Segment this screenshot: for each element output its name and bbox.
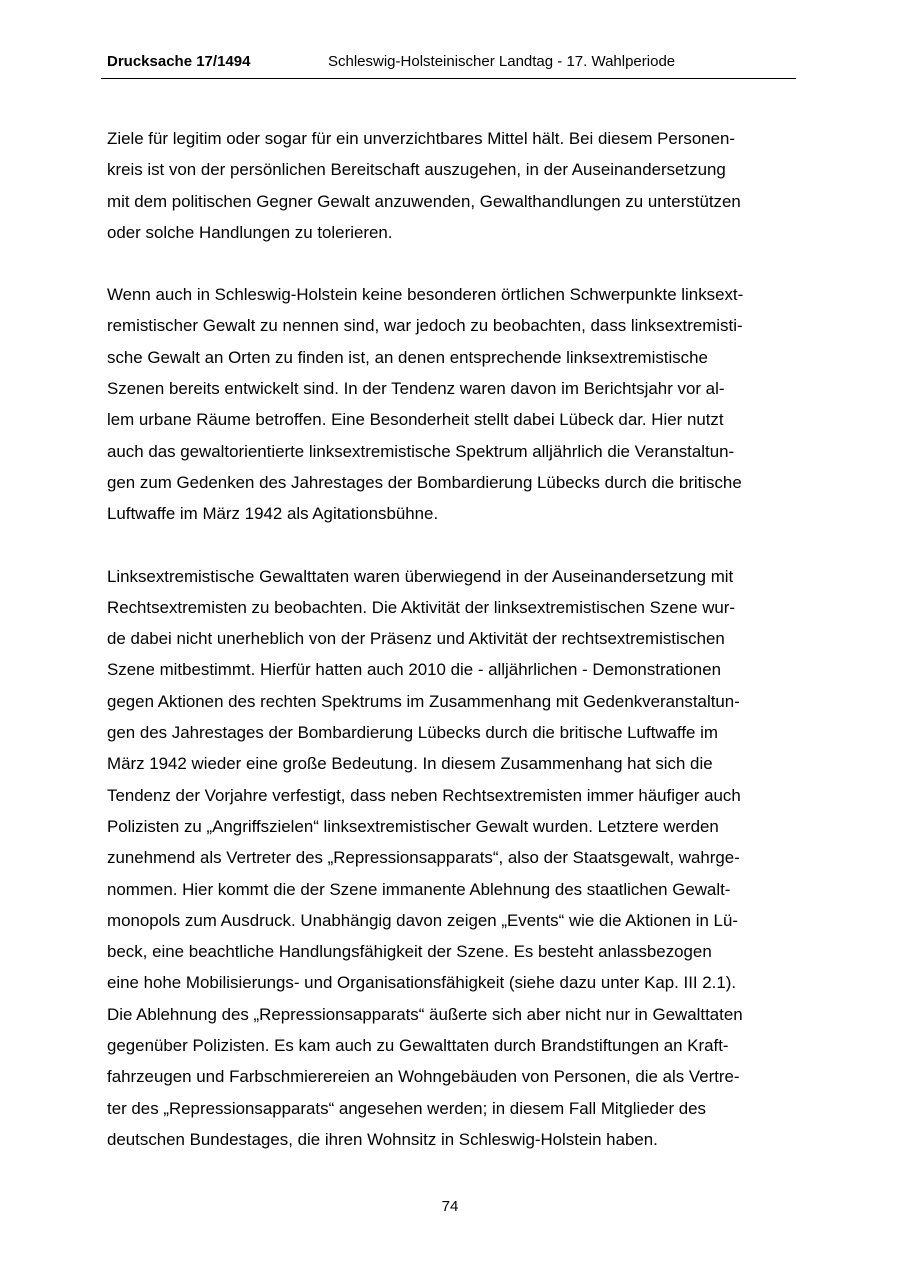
text-line: mit dem politischen Gegner Gewalt anzuwenden, Gewalthandlungen zu unterstützen [107,191,741,211]
text-line: nommen. Hier kommt die der Szene immanente Ablehnung des staatlichen Gewalt- [107,879,731,899]
text-line: Ziele für legitim oder sogar für ein unverzichtbares Mittel hält. Bei diesem Personen- [107,129,736,148]
document-title: Schleswig-Holsteinischer Landtag - 17. Wahlperiode [328,53,676,70]
text-line: Szenen bereits entwickelt sind. In der Tendenz waren davon im Berichtsjahr vor al- [107,379,725,399]
text-line: eine hohe Mobilisierungs- und Organisationsfähigkeit (siehe dazu unter Kap. III 2.1). [107,973,737,993]
text-line: Linksextremistische Gewalttaten waren überwiegend in der Auseinandersetzung mit [107,566,734,586]
text-line: gen des Jahrestages der Bombardierung Lübecks durch die britische Luftwaffe im [107,723,718,743]
text-line: Polizisten zu „Angriffszielen“ linksextremistischer Gewalt wurden. Letztere werden [107,816,719,836]
document-body [107,123,797,1186]
text-line: gegen Aktionen des rechten Spektrums im Zusammenhang mit Gedenkveranstaltun- [107,691,740,711]
text-line: Wenn auch in Schleswig-Holstein keine besonderen örtlichen Schwerpunkte linksext- [107,285,744,305]
text-line: sche Gewalt an Orten zu finden ist, an denen entsprechende linksextremistische [107,347,708,367]
text-line: Szene mitbestimmt. Hierfür hatten auch 2010 die - alljährlichen - Demonstrationen [107,660,721,680]
paragraph [107,123,797,248]
text-line: Die Ablehnung des „Repressionsapparats“ äußerte sich aber nicht nur in Gewalttaten [107,1004,743,1024]
text-line: auch das gewaltorientierte linksextremistische Spektrum alljährlich die Veranstaltun- [107,441,735,461]
page-header [101,50,796,79]
text-line: kreis ist von der persönlichen Bereitschaft auszugehen, in der Auseinandersetzung [107,160,726,180]
text-line: deutschen Bundestages, die ihren Wohnsitz in Schleswig-Holstein haben. [107,1129,658,1149]
text-line: de dabei nicht unerheblich von der Präsenz und Aktivität der rechtsextremistischen [107,629,725,649]
paragraph [107,561,797,1156]
paragraph [107,279,797,529]
text-line: März 1942 wieder eine große Bedeutung. In diesem Zusammenhang hat sich die [107,754,713,774]
text-line: ter des „Repressionsapparats“ angesehen werden; in diesem Fall Mitglieder des [107,1098,706,1118]
text-line: beck, eine beachtliche Handlungsfähigkeit der Szene. Es besteht anlassbezogen [107,942,712,962]
text-line: gegenüber Polizisten. Es kam auch zu Gewalttaten durch Brandstiftungen an Kraft- [107,1036,729,1056]
text-line: zunehmend als Vertreter des „Repressionsapparats“, also der Staatsgewalt, wahrge- [107,848,740,868]
text-line: Tendenz der Vorjahre verfestigt, dass neben Rechtsextremisten immer häufiger auch [107,785,741,805]
text-line: remistischer Gewalt zu nennen sind, war jedoch zu beobachten, dass linksextremisti- [107,316,743,336]
text-line: fahrzeugen und Farbschmierereien an Wohngebäuden von Personen, die als Vertre- [107,1067,740,1087]
page-number: 74 [441,1198,459,1215]
text-line: Rechtsextremisten zu beobachten. Die Aktivität der linksextremistischen Szene wur- [107,597,736,617]
text-line: monopols zum Ausdruck. Unabhängig davon zeigen „Events“ wie die Aktionen in Lü- [107,910,738,930]
text-line: oder solche Handlungen zu tolerieren. [107,222,393,242]
document-number: Drucksache 17/1494 [107,53,251,70]
text-line: Luftwaffe im März 1942 als Agitationsbühne. [107,504,439,524]
text-line: lem urbane Räume betroffen. Eine Besonderheit stellt dabei Lübeck dar. Hier nutzt [107,410,724,430]
text-line: gen zum Gedenken des Jahrestages der Bombardierung Lübecks durch die britische [107,472,742,492]
